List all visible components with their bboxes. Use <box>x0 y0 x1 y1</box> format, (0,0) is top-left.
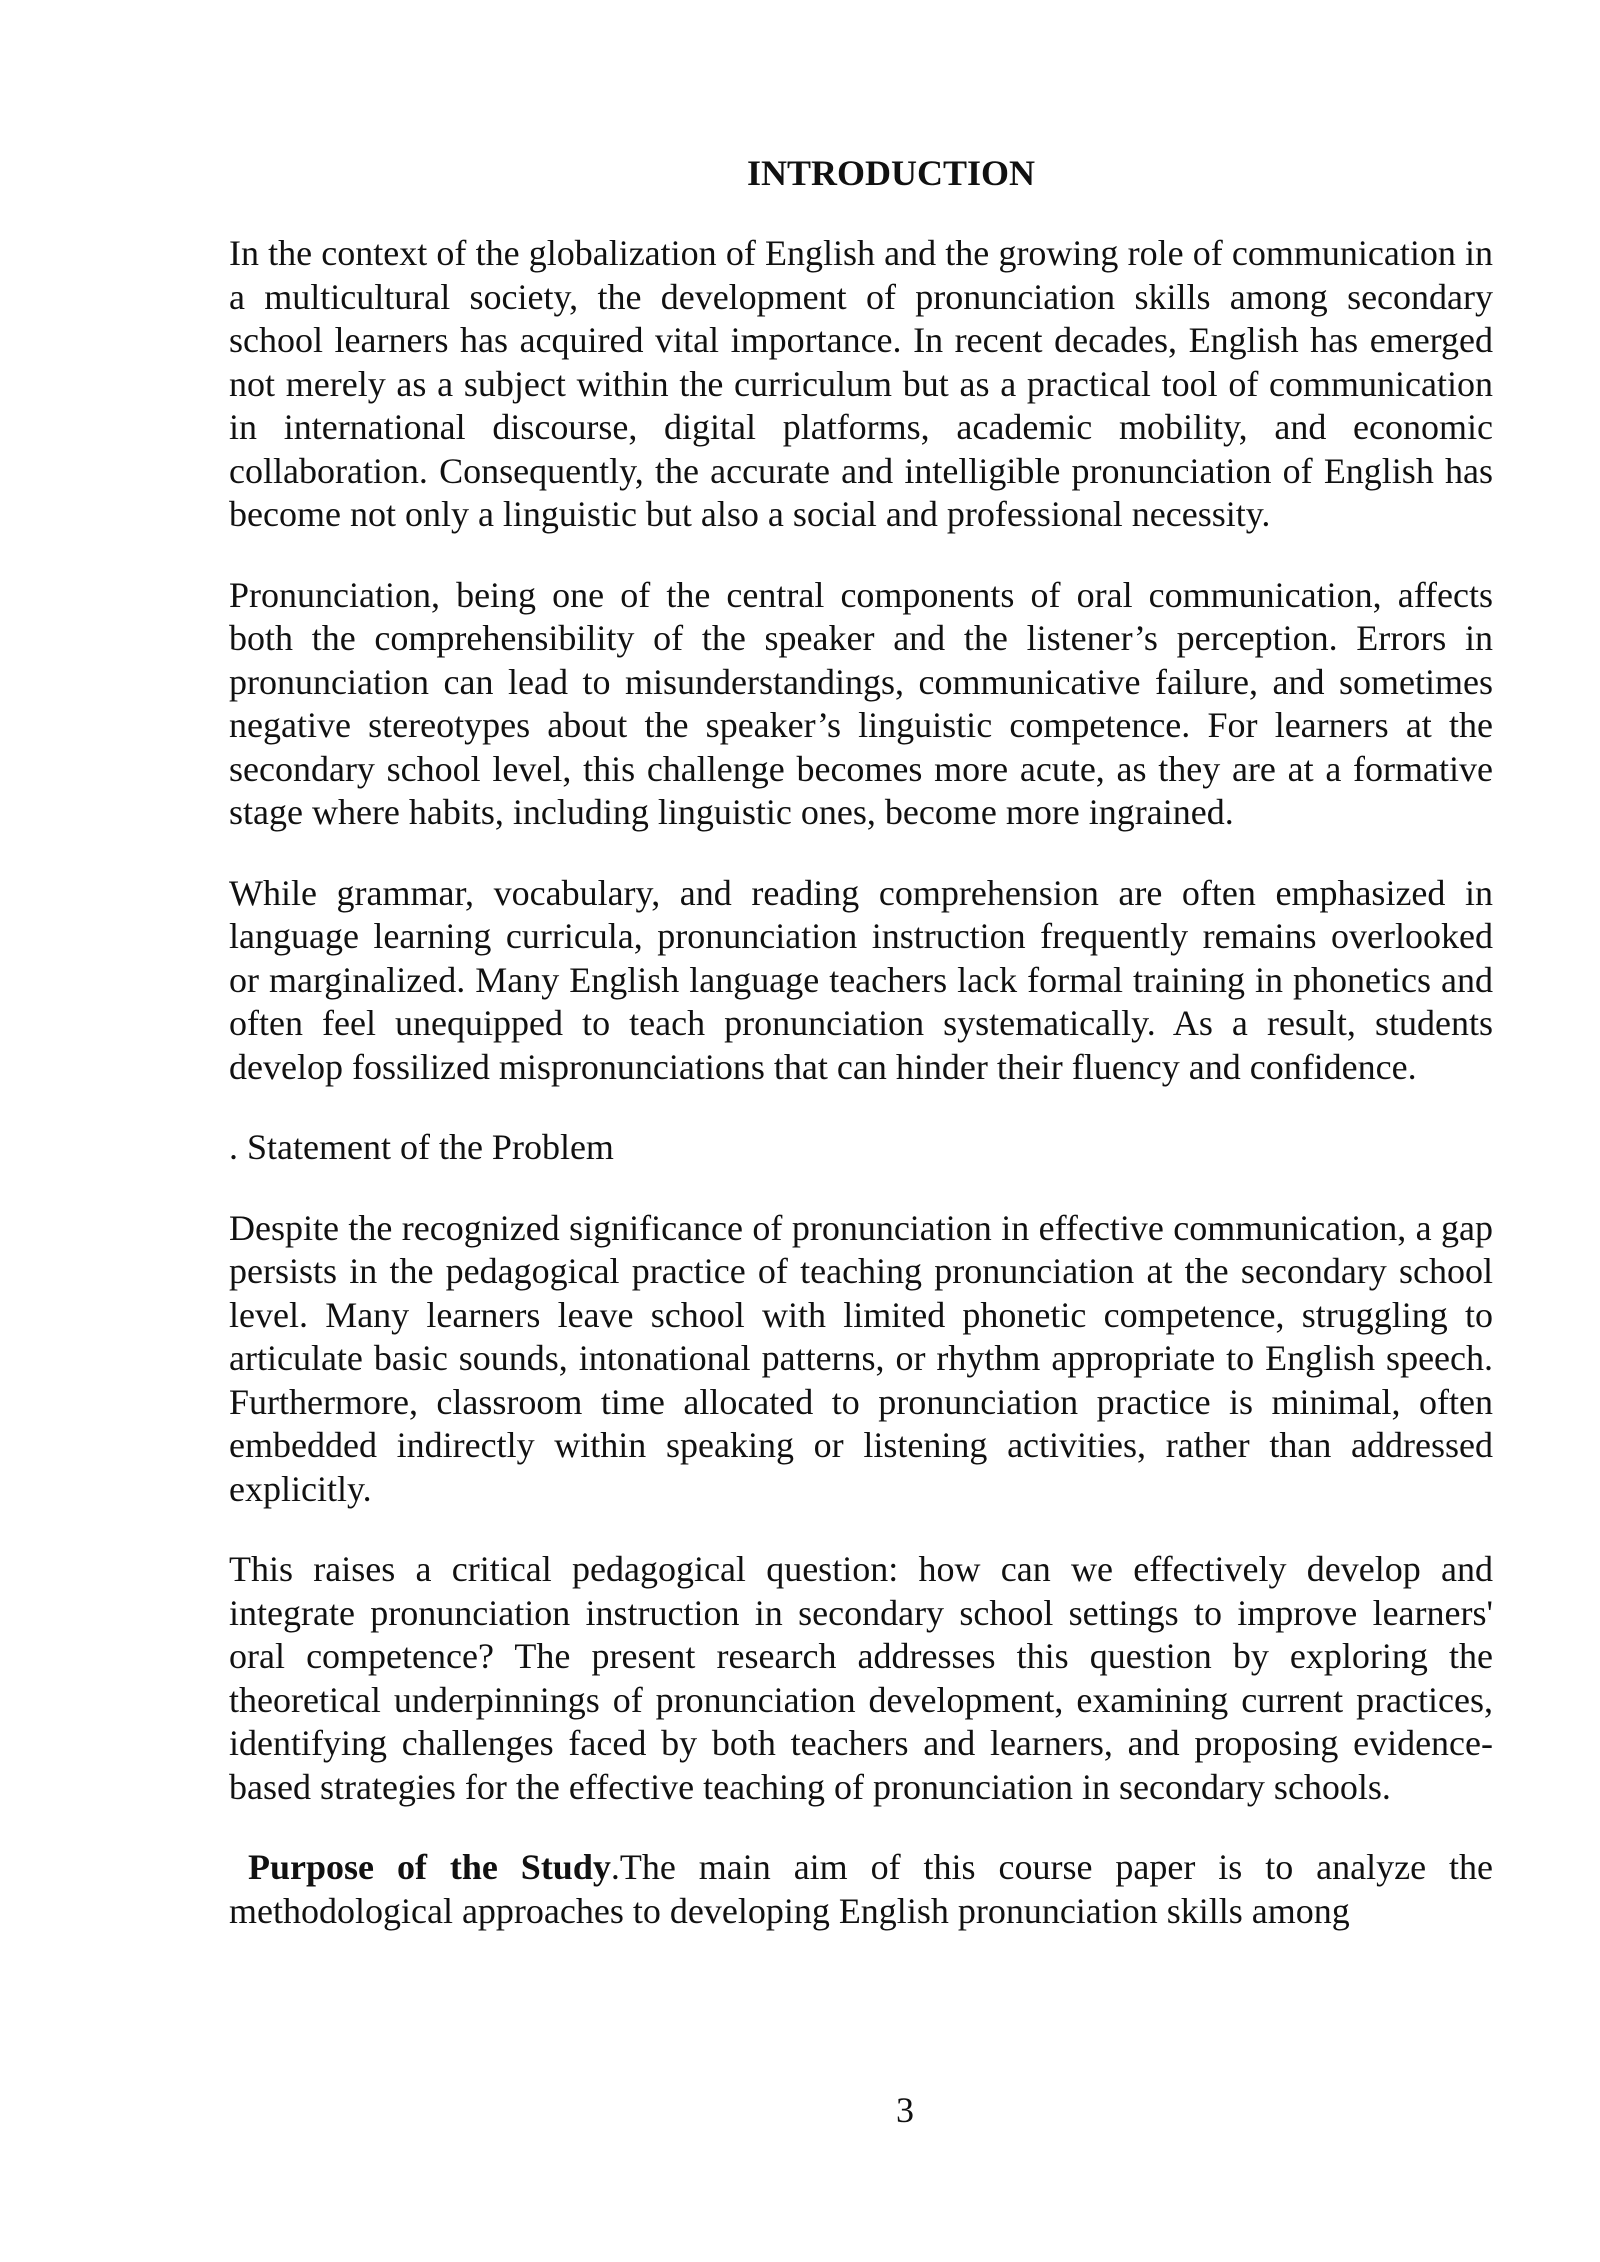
purpose-text: .The main aim of this course paper is to analyze the methodological approaches to developing English pronunciation skills among <box>229 1847 1494 1931</box>
intro-paragraph-2: Pronunciation, being one of the central components of oral communication, affects both the comprehensibility of the speaker and the listener’s perception. Errors in pronunciation can lead to misunderstandings, communicative failure, and sometimes negative stereotypes about the speaker’s linguistic competence. For learners at the secondary school level, this challenge becomes more acute, as they are at a formative stage where habits, including linguistic ones, become more ingrained. <box>229 574 1493 832</box>
purpose-label: Purpose of the Study <box>248 1847 611 1887</box>
problem-paragraph-2: This raises a critical pedagogical question: how can we effectively develop and integrate pronunciation instruction in secondary school settings to improve learners' oral competence? The present research addresses this question by exploring the theoretical underpinnings of pronunciation development, examining current practices, identifying challenges faced by both teachers and learners, and proposing evidence-based strategies for the effective teaching of pronunciation in secondary schools. <box>229 1549 1493 1807</box>
problem-paragraph-1: Despite the recognized significance of pronunciation in effective communication, a gap persists in the pedagogical practice of teaching pronunciation at the secondary school level. Many learners leave school with limited phonetic competence, struggling to articulate basic sounds, intonational patterns, or rhythm appropriate to English speech. Furthermore, classroom time allocated to pronunciation practice is minimal, often embedded indirectly within speaking or listening activities, rather than addressed explicitly. <box>229 1207 1493 1509</box>
page-content <box>229 150 1493 1933</box>
problem-subheading: . Statement of the Problem <box>229 1127 614 1167</box>
intro-paragraph-3: While grammar, vocabulary, and reading comprehension are often emphasized in language learning curricula, pronunciation instruction frequently remains overlooked or marginalized. Many English language teachers lack formal training in phonetics and often feel unequipped to teach pronunciation systematically. As a result, students develop fossilized mispronunciations that can hinder their fluency and confidence. <box>229 872 1493 1087</box>
page-number: 3 <box>896 2090 914 2130</box>
intro-paragraph-1: In the context of the globalization of English and the growing role of communication in a multicultural society, the development of pronunciation skills among secondary school learners has acquired vital importance. In recent decades, English has emerged not merely as a subject within the curriculum but as a practical tool of communication in international discourse, digital platforms, academic mobility, and economic collaboration. Consequently, the accurate and intelligible pronunciation of English has become not only a linguistic but also a social and professional necessity. <box>229 233 1493 534</box>
purpose-paragraph <box>229 1846 1493 1933</box>
section-heading: INTRODUCTION <box>746 153 1036 193</box>
